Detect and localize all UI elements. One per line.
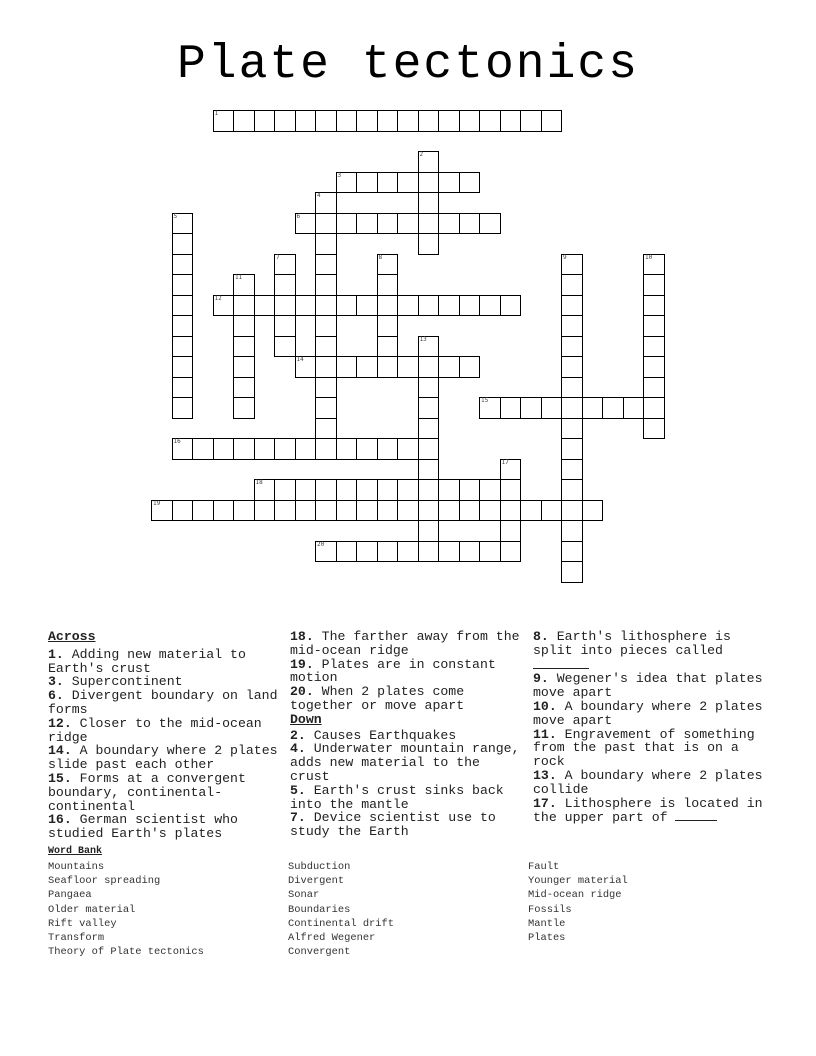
clue-number: 1 (214, 110, 219, 117)
word-bank-item: Boundaries (288, 903, 351, 916)
grid-cell[interactable] (438, 172, 460, 194)
grid-cell[interactable] (315, 233, 337, 255)
clue-number: 17 (501, 458, 509, 466)
grid-cell[interactable] (336, 438, 358, 460)
grid-cell[interactable] (418, 479, 440, 501)
grid-cell[interactable] (295, 479, 317, 501)
grid-cell[interactable] (418, 520, 440, 542)
grid-cell[interactable] (643, 295, 665, 317)
grid-cell[interactable] (356, 479, 378, 501)
grid-cell[interactable] (541, 500, 563, 522)
grid-cell[interactable] (500, 110, 522, 132)
grid-cell[interactable] (561, 295, 583, 317)
grid-cell[interactable] (459, 500, 481, 522)
grid-cell[interactable] (336, 500, 358, 522)
grid-cell[interactable] (459, 479, 481, 501)
grid-cell[interactable] (233, 356, 255, 378)
grid-cell[interactable] (397, 500, 419, 522)
grid-cell[interactable] (254, 295, 276, 317)
grid-cell[interactable] (315, 541, 337, 563)
grid-cell[interactable] (151, 500, 173, 522)
grid-cell[interactable] (520, 397, 542, 419)
grid-cell[interactable] (561, 418, 583, 440)
word-bank-item: Fossils (528, 903, 572, 916)
word-bank-item: Pangaea (48, 889, 92, 902)
grid-cell[interactable] (336, 295, 358, 317)
grid-cell[interactable] (438, 213, 460, 235)
grid-cell[interactable] (377, 541, 399, 563)
clue-number: 18 (255, 479, 263, 486)
word-bank-item: Older material (48, 903, 136, 916)
clue-number: 6 (296, 212, 301, 220)
grid-cell[interactable] (500, 520, 522, 542)
grid-cell[interactable] (479, 541, 501, 563)
grid-cell[interactable] (213, 295, 235, 317)
grid-cell[interactable] (418, 500, 440, 522)
grid-cell[interactable] (315, 356, 337, 378)
grid-cell[interactable] (418, 377, 440, 399)
grid-cell[interactable] (418, 192, 440, 214)
grid-cell[interactable] (397, 356, 419, 378)
grid-cell[interactable] (356, 213, 378, 235)
clue-number: 13 (419, 335, 427, 343)
grid-cell[interactable] (233, 500, 255, 522)
clue-across-15: 15. Forms at a convergent boundary, continental-continental (48, 770, 246, 814)
clue-across-16: 16. German scientist who studied Earth's plates (48, 812, 238, 842)
grid-cell[interactable] (295, 110, 317, 132)
grid-cell[interactable] (192, 500, 214, 522)
grid-cell[interactable] (172, 377, 194, 399)
grid-cell[interactable] (520, 110, 542, 132)
clue-number: 10 (645, 253, 653, 261)
grid-cell[interactable] (233, 315, 255, 337)
grid-cell[interactable] (459, 356, 481, 378)
grid-cell[interactable] (315, 397, 337, 419)
grid-cell[interactable] (377, 479, 399, 501)
clue-number: 4 (317, 192, 321, 199)
grid-cell[interactable] (356, 356, 378, 378)
clue-down-17: 17. Lithosphere is located in the upper part of (533, 795, 763, 826)
grid-cell[interactable] (315, 315, 337, 337)
word-bank-item: Continental drift (288, 917, 395, 930)
grid-cell[interactable] (561, 315, 583, 337)
clue-across-20: 20. When 2 plates come together or move apart (290, 684, 465, 713)
clue-number: 2 (419, 151, 424, 158)
grid-cell[interactable] (438, 479, 460, 501)
grid-cell[interactable] (418, 295, 440, 317)
grid-cell[interactable] (479, 213, 501, 235)
grid-cell[interactable] (274, 438, 296, 460)
grid-cell[interactable] (315, 377, 337, 399)
grid-cell[interactable] (479, 295, 501, 317)
grid-cell[interactable] (213, 110, 235, 132)
grid-cell[interactable] (172, 397, 194, 419)
grid-cell[interactable] (561, 254, 583, 276)
grid-cell[interactable] (315, 274, 337, 296)
grid-cell[interactable] (356, 172, 378, 194)
word-bank-item: Rift valley (48, 917, 117, 930)
grid-cell[interactable] (274, 110, 296, 132)
grid-cell[interactable] (377, 172, 399, 194)
grid-cell[interactable] (459, 295, 481, 317)
grid-cell[interactable] (377, 315, 399, 337)
word-bank-column-1 (48, 860, 204, 959)
grid-cell[interactable] (336, 110, 358, 132)
word-bank-item: Fault (528, 861, 560, 873)
grid-cell[interactable] (274, 336, 296, 358)
grid-cell[interactable] (377, 438, 399, 460)
grid-cell[interactable] (336, 172, 358, 194)
grid-cell[interactable] (254, 479, 276, 501)
grid-cell[interactable] (274, 500, 296, 522)
grid-cell[interactable] (397, 110, 419, 132)
grid-cell[interactable] (295, 500, 317, 522)
grid-cell[interactable] (356, 110, 378, 132)
clue-number: 19 (153, 499, 161, 507)
word-bank-item: Mid-ocean ridge (528, 889, 622, 902)
clue-number: 15 (481, 397, 489, 404)
grid-cell[interactable] (438, 295, 460, 317)
grid-cell[interactable] (213, 438, 235, 460)
grid-cell[interactable] (233, 336, 255, 358)
grid-cell[interactable] (438, 541, 460, 563)
clue-number: 8 (378, 253, 383, 261)
grid-cell[interactable] (315, 192, 337, 214)
clue-across-6: 6. Divergent boundary on land forms (48, 688, 278, 717)
grid-cell[interactable] (418, 336, 440, 358)
across-heading: Across (48, 629, 96, 644)
word-bank-item: Subduction (288, 861, 351, 873)
grid-cell[interactable] (500, 397, 522, 419)
grid-cell[interactable] (233, 274, 255, 296)
grid-cell[interactable] (295, 295, 317, 317)
grid-cell[interactable] (254, 500, 276, 522)
grid-cell[interactable] (192, 438, 214, 460)
grid-cell[interactable] (377, 213, 399, 235)
grid-cell[interactable] (172, 295, 194, 317)
grid-cell[interactable] (541, 397, 563, 419)
grid-cell[interactable] (561, 500, 583, 522)
clue-number: 20 (317, 540, 325, 548)
grid-cell[interactable] (541, 110, 563, 132)
grid-cell[interactable] (172, 233, 194, 255)
word-bank-item: Sonar (288, 889, 320, 902)
grid-cell[interactable] (274, 295, 296, 317)
grid-cell[interactable] (233, 438, 255, 460)
grid-cell[interactable] (418, 356, 440, 378)
grid-cell[interactable] (274, 315, 296, 337)
grid-cell[interactable] (561, 438, 583, 460)
grid-cell[interactable] (233, 377, 255, 399)
down-heading: Down (290, 711, 322, 727)
grid-cell[interactable] (377, 254, 399, 276)
clue-across-18: 18. The farther away from the mid-ocean ridge (290, 629, 520, 658)
grid-cell[interactable] (582, 500, 604, 522)
grid-cell[interactable] (377, 295, 399, 317)
clue-across-1: 1. Adding new material to Earth's crust (48, 646, 246, 676)
clue-number: 3 (337, 171, 342, 179)
clue-number: 16 (173, 438, 181, 445)
grid-cell[interactable] (520, 500, 542, 522)
clue-across-19: 19. Plates are in constant motion (290, 656, 496, 686)
grid-cell[interactable] (418, 172, 440, 194)
grid-cell[interactable] (315, 110, 337, 132)
grid-cell[interactable] (315, 500, 337, 522)
grid-cell[interactable] (459, 541, 481, 563)
grid-cell[interactable] (336, 356, 358, 378)
grid-cell[interactable] (172, 336, 194, 358)
grid-cell[interactable] (172, 356, 194, 378)
grid-cell[interactable] (643, 254, 665, 276)
clue-down-4: 4. Underwater mountain range, adds new material to the crust (290, 741, 520, 784)
grid-cell[interactable] (479, 500, 501, 522)
clues-column-3 (533, 630, 769, 825)
grid-cell[interactable] (500, 479, 522, 501)
grid-cell[interactable] (643, 397, 665, 419)
clues-column-2 (290, 630, 526, 839)
grid-cell[interactable] (315, 295, 337, 317)
grid-cell[interactable] (233, 110, 255, 132)
clue-number: 11 (235, 274, 243, 281)
word-bank-item: Mantle (528, 917, 566, 930)
grid-cell[interactable] (315, 418, 337, 440)
grid-cell[interactable] (643, 315, 665, 337)
grid-cell[interactable] (643, 377, 665, 399)
word-bank-heading: Word Bank (48, 846, 103, 857)
grid-cell[interactable] (172, 254, 194, 276)
grid-cell[interactable] (377, 274, 399, 296)
grid-cell[interactable] (582, 397, 604, 419)
grid-cell[interactable] (397, 541, 419, 563)
grid-cell[interactable] (315, 479, 337, 501)
grid-cell[interactable] (356, 500, 378, 522)
clue-down-13: 13. A boundary where 2 plates collide (533, 767, 763, 797)
grid-cell[interactable] (561, 336, 583, 358)
grid-cell[interactable] (418, 397, 440, 419)
clue-across-3: 3. Supercontinent (48, 674, 183, 690)
grid-cell[interactable] (561, 561, 583, 583)
clue-across-12: 12. Closer to the mid-ocean ridge (48, 715, 262, 745)
grid-cell[interactable] (356, 438, 378, 460)
grid-cell[interactable] (213, 500, 235, 522)
word-bank-item: Younger material (528, 875, 628, 888)
grid-cell[interactable] (623, 397, 645, 419)
word-bank-item: Theory of Plate tectonics (48, 946, 204, 959)
grid-cell[interactable] (274, 479, 296, 501)
clue-number: 7 (276, 253, 280, 261)
grid-cell[interactable] (459, 213, 481, 235)
clue-down-5: 5. Earth's crust sinks back into the mantle (290, 782, 504, 812)
grid-cell[interactable] (254, 110, 276, 132)
grid-cell[interactable] (561, 274, 583, 296)
grid-cell[interactable] (377, 500, 399, 522)
grid-cell[interactable] (397, 172, 419, 194)
grid-cell[interactable] (561, 397, 583, 419)
grid-cell[interactable] (377, 356, 399, 378)
grid-cell[interactable] (377, 336, 399, 358)
clue-number: 9 (563, 253, 567, 261)
clue-down-8: 8. Earth's lithosphere is split into pieces called (533, 630, 769, 672)
word-bank-item: Transform (48, 932, 105, 945)
clue-down-9: 9. Wegener's idea that plates move apart (533, 671, 763, 701)
grid-cell[interactable] (479, 110, 501, 132)
clue-down-2: 2. Causes Earthquakes (290, 727, 457, 743)
grid-cell[interactable] (254, 438, 276, 460)
grid-cell[interactable] (643, 336, 665, 358)
grid-cell[interactable] (233, 397, 255, 419)
grid-cell[interactable] (315, 336, 337, 358)
grid-cell[interactable] (643, 418, 665, 440)
grid-cell[interactable] (561, 541, 583, 563)
grid-cell[interactable] (295, 213, 317, 235)
clue-across-14: 14. A boundary where 2 plates slide past each other (48, 743, 278, 773)
grid-cell[interactable] (295, 356, 317, 378)
answer-blank (675, 810, 717, 821)
clue-number: 12 (214, 294, 222, 302)
grid-cell[interactable] (172, 500, 194, 522)
grid-cell[interactable] (418, 541, 440, 563)
word-bank-item: Plates (528, 932, 566, 945)
grid-cell[interactable] (643, 356, 665, 378)
grid-cell[interactable] (233, 295, 255, 317)
grid-cell[interactable] (274, 274, 296, 296)
grid-cell[interactable] (418, 110, 440, 132)
grid-cell[interactable] (418, 418, 440, 440)
grid-cell[interactable] (479, 479, 501, 501)
word-bank-item: Divergent (288, 875, 345, 888)
word-bank-column-3 (528, 860, 628, 945)
grid-cell[interactable] (295, 438, 317, 460)
grid-cell[interactable] (438, 356, 460, 378)
grid-cell[interactable] (172, 274, 194, 296)
word-bank-item: Convergent (288, 946, 351, 959)
grid-cell[interactable] (418, 459, 440, 481)
grid-cell[interactable] (377, 110, 399, 132)
grid-cell[interactable] (459, 110, 481, 132)
grid-cell[interactable] (561, 377, 583, 399)
grid-cell[interactable] (336, 479, 358, 501)
grid-cell[interactable] (418, 233, 440, 255)
grid-cell[interactable] (438, 110, 460, 132)
grid-cell[interactable] (500, 500, 522, 522)
grid-cell[interactable] (500, 459, 522, 481)
word-bank-column-2 (288, 860, 394, 959)
grid-cell[interactable] (561, 459, 583, 481)
grid-cell[interactable] (561, 356, 583, 378)
grid-cell[interactable] (602, 397, 624, 419)
page-title: Plate tectonics (176, 38, 640, 92)
grid-cell[interactable] (643, 274, 665, 296)
grid-cell[interactable] (315, 213, 337, 235)
clue-down-10: 10. A boundary where 2 plates move apart (533, 698, 763, 728)
grid-cell[interactable] (315, 254, 337, 276)
word-bank-item: Mountains (48, 861, 105, 873)
grid-cell[interactable] (397, 479, 419, 501)
grid-cell[interactable] (500, 541, 522, 563)
grid-cell[interactable] (336, 213, 358, 235)
grid-cell[interactable] (479, 397, 501, 419)
grid-cell[interactable] (356, 295, 378, 317)
clue-down-11: 11. Engravement of something from the past that is on a rock (533, 726, 755, 770)
grid-cell[interactable] (561, 520, 583, 542)
clue-number: 14 (296, 356, 304, 363)
grid-cell[interactable] (315, 438, 337, 460)
clues-column-1 (48, 630, 284, 841)
word-bank-item: Seafloor spreading (48, 875, 161, 888)
clue-number: 5 (173, 212, 178, 220)
grid-cell[interactable] (172, 213, 194, 235)
grid-cell[interactable] (459, 172, 481, 194)
grid-cell[interactable] (418, 438, 440, 460)
grid-cell[interactable] (438, 500, 460, 522)
grid-cell[interactable] (172, 438, 194, 460)
grid-cell[interactable] (561, 479, 583, 501)
grid-cell[interactable] (418, 213, 440, 235)
grid-cell[interactable] (172, 315, 194, 337)
answer-blank (533, 658, 589, 669)
word-bank-item: Alfred Wegener (288, 932, 376, 945)
grid-cell[interactable] (336, 541, 358, 563)
grid-cell[interactable] (397, 295, 419, 317)
grid-cell[interactable] (397, 438, 419, 460)
grid-cell[interactable] (500, 295, 522, 317)
clue-down-7: 7. Device scientist use to study the Earth (290, 810, 496, 840)
grid-cell[interactable] (418, 151, 440, 173)
grid-cell[interactable] (397, 213, 419, 235)
grid-cell[interactable] (274, 254, 296, 276)
grid-cell[interactable] (356, 541, 378, 563)
